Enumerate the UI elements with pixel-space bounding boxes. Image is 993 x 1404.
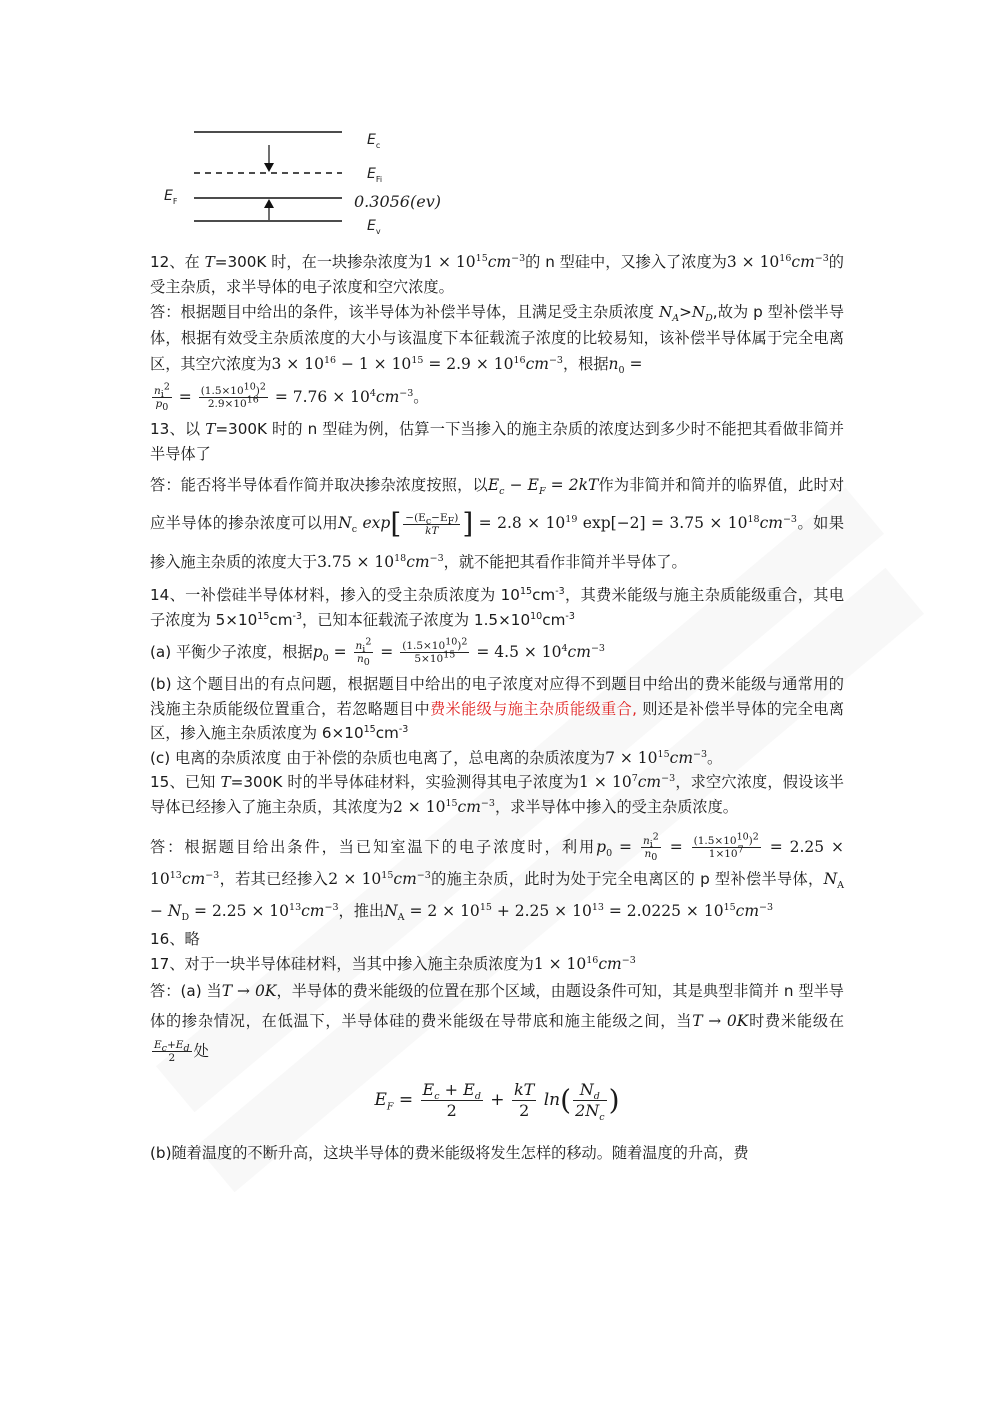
answer-14a: (a) 平衡少子浓度，根据$p_0$ = $\frac{n_i^2}{n_0}$ = $\frac{(1.5\times 10^{10})^2}{5\times 10^{15}}$ = $4.5 \times 10^4cm^{-3}$ xyxy=(150,636,605,669)
answer-17b: (b)随着温度的不断升高，这块半导体的费米能级将发生怎样的移动。随着温度的升高，费 xyxy=(150,1144,749,1162)
answer-17a: 答：(a) 当T → 0K，半导体的费米能级的位置在那个区域，由题设条件可知，其是典型非简并 n 型半导体的掺杂情况，在低温下，半导体硅的费米能级在导带底和施主能级之间，当T → 0K时费米能级在 $\frac{E_c+E_d}{2}$ 处 xyxy=(150,982,845,1064)
question-17: 17、对于一块半导体硅材料，当其中掺入施主杂质浓度为$1 \times 10^{16}cm^{-3}$ xyxy=(150,954,636,973)
energy-band-diagram xyxy=(150,120,570,245)
answer-12: 答：根据题目中给出的条件，该半导体为补偿半导体，且满足受主杂质浓度 $N_A>N_D$,故为 p 型补偿半导体，根据有效受主杂质浓度的大小与该温度下本征载流子浓度的比较易知，该补偿半导体属于完全电离区，其空穴浓度为$3 \times 10^{16} - 1 \times 10^{15} = 2.9 \times 10^{16}cm^{-3}$，根据$n_0$ = xyxy=(150,303,845,377)
down-arrow-head xyxy=(264,163,274,172)
label-ec: $E_c$ xyxy=(367,132,381,150)
question-13: 13、以 T=300K 时的 n 型硅为例，估算一下当掺入的施主杂质的浓度达到多少时不能把其看做非简并半导体了 xyxy=(150,420,844,463)
band-diagram-svg xyxy=(150,120,570,245)
answer-13: 答：能否将半导体看作简并取决掺杂浓度按照，以$E_c - E_F = 2kT$作为非简并和简并的临界值，此时对应半导体的掺杂浓度可以用$N_c$ exp[ $\frac{-(E_c-E_F)}{kT}$ ] = $2.8 \times 10^{19}$ $\exp[-2] = 3.75 \times 10^{18}cm^{-3}$。如果掺入施主杂质的浓度大于$3.75 \times 10^{18}cm^{-3}$，就不能把其看作非简并半导体了。 xyxy=(150,476,845,571)
question-16: 16、略 xyxy=(150,930,200,948)
label-efi: $E_{Fi}$ xyxy=(367,166,383,184)
label-ef: $E_F$ xyxy=(164,188,178,206)
label-ev: $E_v$ xyxy=(367,218,381,236)
answer-12-formula: $\frac{n_i^2}{p_0}$ = $\frac{(1.5\times 10^{10})^2}{2.9\times 10^{16}}$ = $7.76 \times 10^4cm^{-3}$。 xyxy=(154,381,429,414)
question-15: 15、已知 T=300K 时的半导体硅材料，实验测得其电子浓度为$1 \times 10^7cm^{-3}$，求空穴浓度，假设该半导体已经掺入了施主杂质，其浓度为$2 \times 10^{15}cm^{-3}$，求半导体中掺入的受主杂质浓度。 xyxy=(150,772,844,816)
question-12: 12、在 T=300K 时，在一块掺杂浓度为$1 \times 10^{15}cm^{-3}$的 n 型硅中，又掺入了浓度为$3 \times 10^{16}cm^{-3}$的受主杂质，求半导体的电子浓度和空穴浓度。 xyxy=(150,252,844,296)
fermi-level-formula: $E_F$ = $\frac{E_c + E_d}{2}$ + $\frac{kT}{2}$ ln( $\frac{N_d}{2N_c}$ ) xyxy=(374,1080,620,1124)
answer-15: 答：根据题目给出条件，当已知室温下的电子浓度时，利用$p_0$ = $\frac{n_i^2}{n_0}$ = $\frac{(1.5\times 10^{10})^2}{1\times 10^7}$ = $2.25 \times 10^{13}cm^{-3}$，若其已经掺入$2 \times 10^{15}cm^{-3}$的施主杂质，此时为处于完全电离区的 p 型补偿半导体，$N_A - N_D = 2.25 \times 10^{13}cm^{-3}$，推出$N_A = 2 \times 10^{15} + 2.25 \times 10^{13} = 2.0225 \times 10^{15}cm^{-3}$ xyxy=(150,831,845,924)
document-body xyxy=(150,250,844,1166)
highlighted-text: 费米能级与施主杂质能级重合, xyxy=(429,699,637,718)
answer-14b: (b) 这个题目出的有点问题，根据题目中给出的电子浓度对应得不到题目中给出的费米能级与通常用的浅施主杂质能级位置重合，若忽略题目中费米能级与施主杂质能级重合, 则还是补偿半导体的完全电离区，掺入施主杂质浓度为 $6\times 10^{15}cm^{-3}$ xyxy=(150,675,845,742)
energy-value: 0.3056(ev) xyxy=(354,192,441,211)
up-arrow-head xyxy=(264,199,274,208)
question-14: 14、一补偿硅半导体材料，掺入的受主杂质浓度为 $10^{15}cm^{-3}$，其费米能级与施主杂质能级重合，其电子浓度为 $5\times 10^{15}cm^{-3}$，已知本征载流子浓度为 $1.5\times 10^{10}cm^{-3}$ xyxy=(150,585,845,629)
answer-14c: (c) 电离的杂质浓度 由于补偿的杂质也电离了，总电离的杂质浓度为$7 \times 10^{15}cm^{-3}$。 xyxy=(150,748,723,767)
